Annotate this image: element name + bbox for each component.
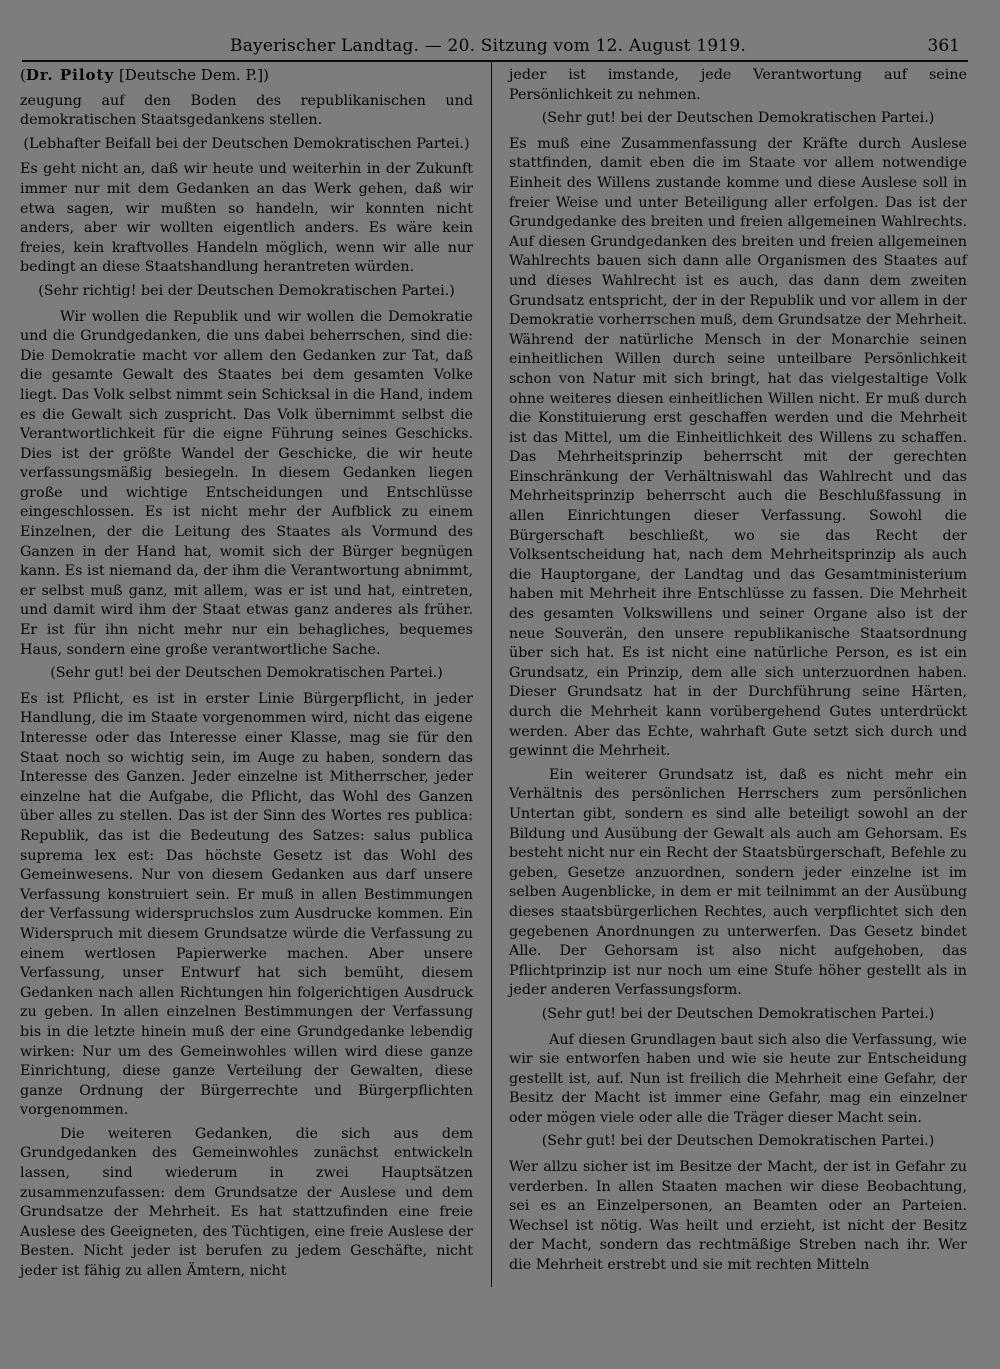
column-divider bbox=[491, 62, 492, 1287]
paragraph: Auf diesen Grundlagen baut sich also die Verfassung, wie wir sie entworfen haben und wie sie heute zur Entscheidung gestellt ist, auf. Nun ist freilich die Mehrheit eine Gefahr, der Besitz der Macht ist immer eine Gefahr, mag ein einzelner oder mögen viele oder alle die Träger dieser Macht sein. bbox=[509, 1031, 967, 1126]
speaker-party: [Deutsche Dem. P.]) bbox=[114, 66, 269, 84]
paragraph: zeugung auf den Boden des republikanischen und demokratischen Staatsgedankens stellen. bbox=[20, 92, 473, 129]
paragraph: Es geht nicht an, daß wir heute und weiterhin in der Zukunft immer nur mit dem Gedanken an das Werk gehen, daß wir etwa sagen, wir mußten so handeln, wir konnten nicht anders, aber wir wollten eigentlich anders. Es wäre kein freies, kein kraftvolles Handeln möglich, wenn wir alle nur bedingt an diese Staatshandlung herantreten würden. bbox=[20, 161, 473, 276]
applause-note: (Sehr gut! bei der Deutschen Demokratischen Partei.) bbox=[541, 1133, 935, 1150]
header-rule bbox=[22, 60, 968, 62]
speaker-open-paren: ( bbox=[20, 66, 26, 84]
paragraph: jeder ist imstande, jede Verantwortung auf seine Persönlichkeit zu nehmen. bbox=[509, 67, 967, 103]
applause-note: (Lebhafter Beifall bei der Deutschen Demokratischen Partei.) bbox=[23, 135, 470, 152]
left-column bbox=[20, 66, 473, 1286]
paragraph: Wer allzu sicher ist im Besitze der Macht, der ist in Gefahr zu verderben. In allen Staaten machen wir diese Beobachtung, sei es an Einzelpersonen, an Beamten oder an Parteien. Wechsel ist nötig. Was heilt und erzieht, ist nicht der Besitz der Macht, sondern das rechtmäßige Streben nach ihr. Wer die Mehrheit erstrebt und sie mit rechten Mitteln bbox=[509, 1159, 967, 1274]
applause-note: (Sehr gut! bei der Deutschen Demokratischen Partei.) bbox=[541, 110, 935, 127]
applause-note: (Sehr gut! bei der Deutschen Demokratischen Partei.) bbox=[541, 1005, 935, 1022]
paragraph: Wir wollen die Republik und wir wollen die Demokratie und die Grundgedanken, die uns dabei beherrschen, sind die: Die Demokratie macht vor allem den Gedanken zur Tat, daß die gesamte Gewalt des Staates bei dem gesamten Volke liegt. Das Volk selbst nimmt sein Schicksal in die Hand, indem es die Gewalt sich zuspricht. Das Volk übernimmt selbst die Verantwortlichkeit für die eigne Führung seines Geschicks. Dies ist der größte Wandel der Geschicke, die wir heute verfassungsmäßig besiegeln. In diesem Gedanken liegen große und wichtige Entscheidungen und Entschlüsse eingeschlossen. Es ist nicht mehr der Aufblick zu einem Einzelnen, der die Leitung des Staates als Vormund des Ganzen in der Hand hat, womit sich der Bürger begnügen kann. Es ist niemand da, der ihm die Verantwortung abnimmt, er selbst muß ganz, mit allem, was er ist und hat, eintreten, und damit wird ihm der Staat etwas ganz anderes als früher. Er ist für ihn nicht mehr nur ein behagliches, bequemes Haus, sondern eine große verantwortliche Sache. bbox=[20, 308, 473, 658]
speaker-line bbox=[20, 66, 473, 86]
applause-note: (Sehr richtig! bei der Deutschen Demokratischen Partei.) bbox=[38, 282, 455, 299]
speaker-name: Dr. Piloty bbox=[25, 66, 115, 84]
applause-note: (Sehr gut! bei der Deutschen Demokratischen Partei.) bbox=[50, 665, 443, 682]
page-number: 361 bbox=[927, 36, 960, 56]
paragraph: Es muß eine Zusammenfassung der Kräfte durch Auslese stattfinden, damit eben die im Staate vor allem notwendige Einheit des Willens zustande komme und diese Auslese soll in freier Weise und unter Beteiligung aller erfolgen. Das ist der Grundgedanke des breiten und freien allgemeinen Wahlrechts. Auf diesen Grundgedanken des breiten und freien allgemeinen Wahlrechts bauen sich dann alle Organismen des Staates auf und dieses Wahlrecht ist es auch, das dann dem zweiten Grundsatz entspricht, der in der Republik und vor allem in der Demokratie vorherrschen muß, dem Grundsatze der Mehrheit. Während der natürliche Mensch in der Monarchie seinen einheitlichen Willen durch seine unteilbare Persönlichkeit schon von Natur mit sich bringt, hat das vielgestaltige Volk ohne weiteres diesen einheitlichen Willen nicht. Er muß durch die Konstituierung erst geschaffen werden und die Mehrheit ist das Mittel, um die Einheitlichkeit des Willens zu schaffen. Das Mehrheitsprinzip beherrscht mit der gerechten Einschränkung der Verhältniswahl das Wahlrecht und das Mehrheitsprinzip beherrscht auch die Beschlußfassung in allen Einrichtungen dieser Verfassung. Sowohl die Bürgerschaft beschließt, wo sie das Recht der Volksentscheidung hat, nach dem Mehrheitsprinzip als auch die Hauptorgane, der Landtag und das Gesamtministerium haben mit Mehrheit ihre Entschlüsse zu fassen. Die Mehrheit des gesamten Volkswillens und seiner Organe also ist der neue Souverän, den unsere republikanische Staatsordnung über sich hat. Es ist nicht eine natürliche Person, es ist ein Grundsatz, ein Prinzip, dem alle sich unterzuordnen haben. Dieser Grundsatz hat in der Durchführung seine Härten, durch die Mehrheit kann vorübergehend Gutes unterdrückt werden. Aber das Echte, wahrhaft Gute setzt sich durch und gewinnt die Mehrheit. bbox=[509, 135, 967, 760]
paragraph: Ein weiterer Grundsatz ist, daß es nicht mehr ein Verhältnis des persönlichen Herrschers zum persönlichen Untertan gibt, sondern es sind alle beteiligt sowohl an der Bildung und Ausübung der Gewalt als auch am Gehorsam. Es besteht nicht nur ein Recht der Staatsbürgerschaft, Befehle zu geben, Gesetze anzuordnen, sondern jeder einzelne ist im selben Augenblicke, in dem er mit teilnimmt an der Ausübung dieses staatsbürgerlichen Rechtes, auch verpflichtet sich den gegebenen Anordnungen zu unterwerfen. Das Gesetz bindet Alle. Der Gehorsam ist also nicht aufgehoben, das Pflichtprinzip ist nur noch um eine Stufe höher gestellt als in jeder anderen Verfassungsform. bbox=[509, 766, 967, 999]
paragraph: Es ist Pflicht, es ist in erster Linie Bürgerpflicht, in jeder Handlung, die im Staate vorgenommen wird, nicht das eigene Interesse oder das Interesse einer Klasse, mag sie für den Staat noch so wichtig sein, im Auge zu haben, sondern das Interesse des Ganzen. Jeder einzelne ist Mitherrscher, jeder einzelne hat die Aufgabe, die Pflicht, das Wohl des Ganzen über alles zu stellen. Das ist der Sinn des Wortes res publica: Republik, das ist die Bedeutung des Satzes: salus publica suprema lex est: Das höchste Gesetz ist das Wohl des Gemeinwesens. Nur von diesem Gedanken aus darf unsere Verfassung konstruiert sein. Er muß in allen Bestimmungen der Verfassung widerspruchslos zum Ausdrucke kommen. Ein Widerspruch mit diesem Grundsatze würde die Verfassung zu einem wertlosen Papierwerke machen. Aber unsere Verfassung, unser Entwurf hat sich bemüht, diesem Gedanken nach allen Richtungen hin folgerichtigen Ausdruck zu geben. In allen einzelnen Bestimmungen der Verfassung bis in die letzte hinein muß der eine Grundgedanke lebendig wirken: Nur um des Gemeinwohles willen wird diese ganze Einrichtung, diese ganze Verteilung der Gewalten, diese ganze Ordnung der Bürgerrechte und Bürgerpflichten vorgenommen. bbox=[20, 690, 473, 1119]
running-header bbox=[22, 32, 962, 62]
header-title: Bayerischer Landtag. — 20. Sitzung vom 12. August 1919. bbox=[230, 36, 746, 56]
right-column bbox=[509, 66, 967, 1280]
paragraph: Die weiteren Gedanken, die sich aus dem Grundgedanken des Gemeinwohles zunächst entwickeln lassen, sind wiederum in zwei Hauptsätzen zusammenzufassen: dem Grundsatze der Auslese und dem Grundsatze der Mehrheit. Es hat stattzufinden eine freie Auslese des Geeigneten, des Tüchtigen, eine freie Auslese der Besten. Nicht jeder ist berufen zu jedem Geschäfte, nicht jeder ist fähig zu allen Ämtern, nicht bbox=[20, 1125, 473, 1280]
